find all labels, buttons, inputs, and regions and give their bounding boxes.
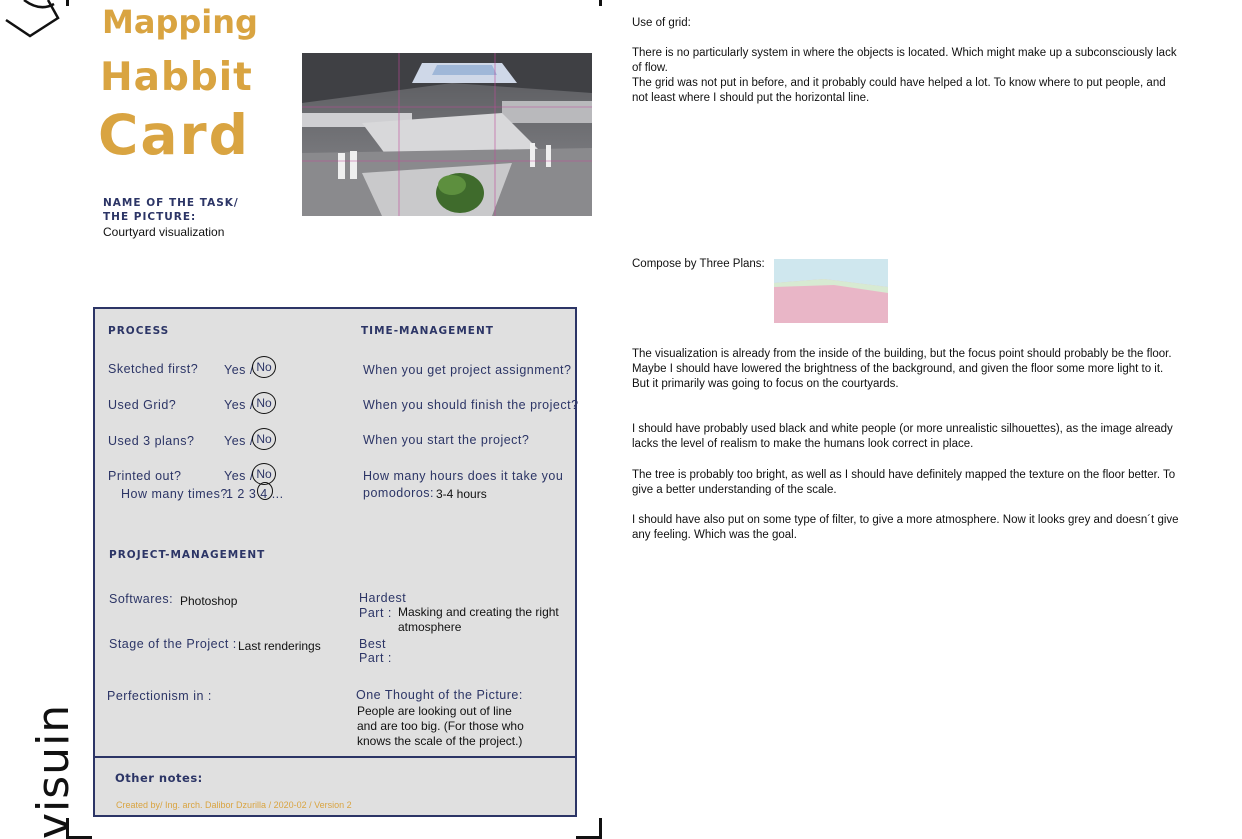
- card-divider: [95, 756, 575, 758]
- pomodoros-value: 3-4 hours: [436, 487, 487, 501]
- time-management-header: TIME-MANAGEMENT: [361, 325, 494, 337]
- circled-option-3: [257, 482, 273, 500]
- paragraph-5b: give a better understanding of the scale.: [632, 484, 837, 496]
- frame-mark-top-right: [599, 0, 602, 6]
- grid-paragraph-2a: The grid was not put in before, and it probably could have helped a lot. To know where to put people, and: [632, 77, 1166, 89]
- pomodoros-label: pomodoros:: [363, 486, 435, 500]
- thought-value-line2: and are too big. (For those who: [357, 719, 524, 733]
- title-mapping: Mapping: [102, 3, 258, 41]
- grid-paragraph-2b: not least where I should put the horizontal line.: [632, 92, 870, 104]
- question-used-3-plans: Used 3 plans?: [108, 434, 195, 448]
- title-card: Card: [98, 103, 250, 167]
- paragraph-4a: I should have probably used black and white people (or more unrealistic silhouettes), as the image already: [632, 423, 1173, 435]
- perfectionism-label: Perfectionism in :: [107, 689, 212, 703]
- paragraph-3a: The visualization is already from the inside of the building, but the focus point should probably be the floor.: [632, 348, 1172, 360]
- question-printed-out: Printed out?: [108, 469, 182, 483]
- stage-label: Stage of the Project :: [109, 637, 237, 651]
- grid-paragraph-1b: of flow.: [632, 62, 668, 74]
- answer-yes[interactable]: Yes /: [224, 434, 254, 448]
- task-value: Courtyard visualization: [103, 225, 225, 239]
- paragraph-3c: But it primarily was going to focus on the courtyards.: [632, 378, 899, 390]
- answer-yes[interactable]: Yes /: [224, 363, 254, 377]
- softwares-value: Photoshop: [180, 594, 238, 608]
- hardest-part-label: Part :: [359, 606, 392, 620]
- answer-no-circled[interactable]: No: [252, 392, 276, 414]
- best-label: Best: [359, 637, 387, 651]
- softwares-label: Softwares:: [109, 592, 174, 606]
- thought-value-line3: knows the scale of the project.): [357, 734, 523, 748]
- eye-logo-icon: [0, 0, 75, 40]
- three-plans-diagram: [774, 259, 888, 323]
- hardest-value-line2: atmosphere: [398, 620, 462, 634]
- best-part-label: Part :: [359, 651, 392, 665]
- answer-yes[interactable]: Yes /: [224, 469, 254, 483]
- title-habbit: Habbit: [100, 55, 253, 100]
- paragraph-4b: lacks the level of realism to make the humans look correct in place.: [632, 438, 974, 450]
- project-management-header: PROJECT-MANAGEMENT: [109, 549, 266, 561]
- brand-vertical-text: visuin: [28, 703, 79, 839]
- process-header: PROCESS: [108, 325, 170, 337]
- task-label: NAME OF THE TASK/ THE PICTURE:: [103, 197, 239, 223]
- paragraph-5a: The tree is probably too bright, as well as I should have definitely mapped the texture on the floor better. To: [632, 469, 1176, 481]
- other-notes-label: Other notes:: [115, 771, 203, 785]
- answer-no-circled[interactable]: No: [252, 428, 276, 450]
- grid-title: Use of grid:: [632, 17, 691, 29]
- credit-line: Created by/ Ing. arch. Dalibor Dzurilla / 2020-02 / Version 2: [116, 800, 352, 810]
- hardest-label: Hardest: [359, 591, 407, 605]
- paragraph-6b: any feeling. Which was the goal.: [632, 529, 797, 541]
- question-sketched: Sketched first?: [108, 362, 199, 376]
- thought-value-line1: People are looking out of line: [357, 704, 512, 718]
- habit-card: [93, 307, 577, 817]
- how-many-times-label: How many times?: [121, 487, 228, 501]
- question-assignment: When you get project assignment?: [363, 363, 572, 377]
- answer-no-circled[interactable]: No: [252, 356, 276, 378]
- question-finish: When you should finish the project?: [363, 398, 579, 412]
- paragraph-6a: I should have also put on some type of filter, to give a more atmosphere. Now it looks grey and doesn´t give: [632, 514, 1179, 526]
- plans-label: Compose by Three Plans:: [632, 258, 765, 270]
- grid-paragraph-1a: There is no particularly system in where the objects is located. Which might make up a subconsciously lack: [632, 47, 1177, 59]
- answer-no-circled[interactable]: No: [252, 463, 276, 485]
- question-hours: How many hours does it take you: [363, 469, 564, 483]
- question-used-grid: Used Grid?: [108, 398, 177, 412]
- thought-label: One Thought of the Picture:: [356, 688, 523, 702]
- how-many-times-options[interactable]: 1 2 3 4 ...: [226, 487, 284, 501]
- paragraph-3b: Maybe I should have lowered the brightness of the background, and given the floor some more light to it.: [632, 363, 1164, 375]
- question-start: When you start the project?: [363, 433, 530, 447]
- stage-value: Last renderings: [238, 639, 321, 653]
- answer-yes[interactable]: Yes /: [224, 398, 254, 412]
- courtyard-image: [302, 53, 592, 216]
- hardest-value: Masking and creating the right: [398, 605, 559, 619]
